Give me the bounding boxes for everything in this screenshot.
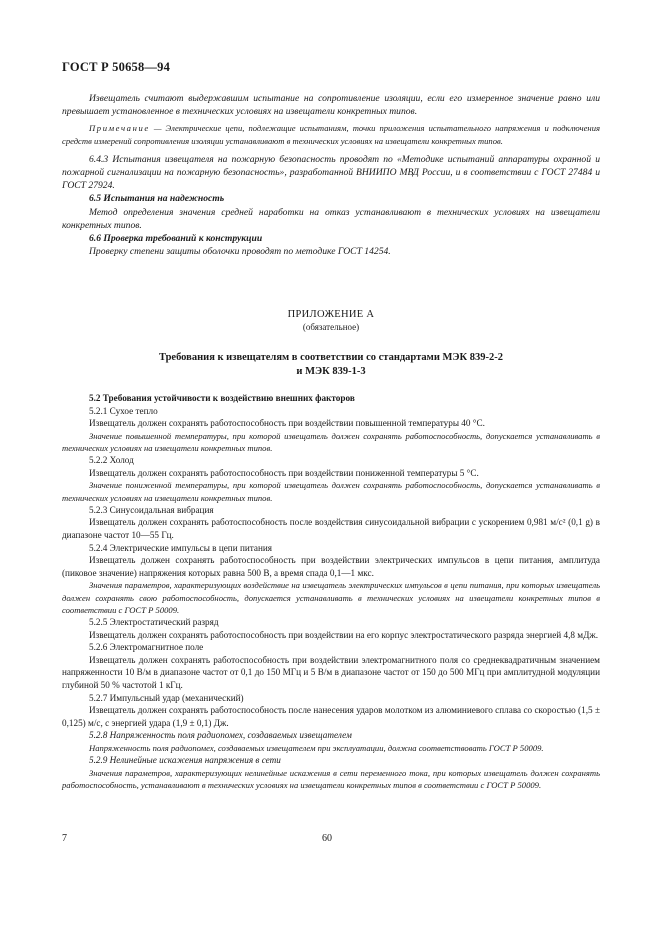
italic-5-2-9: Значения параметров, характеризующих нелинейные искажения в сети переменного тока, при которых извещатель должен сохранять работоспособность, устанавливают в технических условиях на извещатели конкретных типов в соответствии с ГОСТ Р 50009. [62, 767, 600, 790]
subheading-5-2-8: 5.2.8 Напряженность поля радиопомех, создаваемых извещателем [89, 730, 352, 741]
note-text: — Электрические цепи, подлежащие испытаниям, точки приложения испытательного напряжения и подключения средств измерений сопротивления изоляции устанавливают в технических условиях на извещатели конкретных типов. [62, 123, 600, 146]
text-5-2-3: Извещатель должен сохранять работоспособность после воздействия синусоидальной вибрации с ускорением 0,981 м/с² (0,1 g) в диапазоне частот 10—55 Гц. [62, 517, 600, 540]
subheading-5-2-7: 5.2.7 Импульсный удар (механический) [89, 692, 244, 703]
text-5-2-4: Извещатель должен сохранять работоспособность при воздействии электрических импульсов в цепи питания, амплитуда (пиковое значение) напряжения которых равна 500 В, а время спада 0,1—1 мкс. [62, 555, 600, 578]
italic-5-2-4: Значения параметров, характеризующих воздействие на извещатель электрических импульсов в цепи питания, при которых извещатель должен сохранять свою работоспособность, допускается устанавливать в технических условиях на извещатели конкретных типов в соответствии с ГОСТ Р 50009. [62, 580, 600, 615]
paragraph-insulation: Извещатель считают выдержавшим испытание на сопротивление изоляции, если его измеренное значение равно или превышает установленное в технических условиях на извещатели конкретных типов. [62, 93, 600, 118]
text-5-2-7: Извещатель должен сохранять работоспособность после нанесения ударов молотком из алюминиевого сплава со скоростью (1,5 ± 0,125) м/с, с энергией удара (1,9 ± 0,1) Дж. [62, 705, 600, 728]
italic-5-2-8: Напряженность поля радиопомех, создаваемых извещателем при эксплуатации, должна соответствовать ГОСТ Р 50009. [89, 742, 544, 753]
subheading-5-2-4: 5.2.4 Электрические импульсы в цепи питания [89, 542, 273, 553]
requirements-title-line2: и МЭК 839-1-3 [296, 366, 366, 377]
footer-left-number: 7 [62, 833, 67, 844]
subheading-5-2-1: 5.2.1 Сухое тепло [89, 405, 158, 416]
requirements-title-line1: Требования к извещателям в соответствии со стандартами МЭК 839-2-2 [158, 352, 504, 363]
standard-header: ГОСТ Р 50658—94 [62, 60, 171, 74]
appendix-title: ПРИЛОЖЕНИЕ А [287, 309, 375, 320]
subheading-5-2-3: 5.2.3 Синусоидальная вибрация [89, 504, 214, 515]
top-section [62, 92, 600, 258]
heading-6-6: 6.6 Проверка требований к конструкции [89, 233, 263, 245]
paragraph-6-4-3: 6.4.3 Испытания извещателя на пожарную безопасность проводят по «Методике испытаний аппаратуры охранной и пожарной сигнализации на пожарную безопасность», разработанной ВНИИПО МВД России, и в соответствии с ГОСТ 27484 и ГОСТ 27924. [62, 153, 600, 192]
text-5-2-6: Извещатель должен сохранять работоспособность при воздействии электромагнитного поля со среднеквадратичным значением напряженности 10 В/м в диапазоне частот от 0,1 до 150 МГц и 5 В/м в диапазоне частот от 150 до 500 МГц при амплитудной модуляции глубиной 50 % частотой 1 кГц. [62, 654, 600, 690]
heading-5-2: 5.2 Требования устойчивости к воздействию внешних факторов [89, 393, 355, 403]
subheading-5-2-5: 5.2.5 Электростатический разряд [89, 616, 219, 627]
paragraph-6-6: Проверку степени защиты оболочки проводят по методике ГОСТ 14254. [89, 246, 391, 258]
subheading-5-2-2: 5.2.2 Холод [89, 455, 134, 466]
italic-5-2-2: Значение пониженной температуры, при которой извещатель должен сохранять работоспособность, допускается устанавливать в технических условиях на извещатели конкретных типов. [62, 480, 600, 503]
note-label: Примечание [89, 123, 150, 134]
text-5-2-5: Извещатель должен сохранять работоспособность при воздействии на его корпус электростатического разряда энергией 4,8 мДж. [89, 629, 598, 640]
subheading-5-2-9: 5.2.9 Нелинейные искажения напряжения в сети [89, 755, 281, 766]
appendix-subtitle: (обязательное) [302, 322, 360, 332]
paragraph-6-5: Метод определения значения средней наработки на отказ устанавливают в технических условиях на извещатели конкретных типов. [62, 206, 600, 231]
page-number: 60 [322, 833, 332, 844]
heading-6-5: 6.5 Испытания на надежность [89, 193, 225, 205]
italic-5-2-1: Значение повышенной температуры, при которой извещатель должен сохранять работоспособность, допускается устанавливать в технических условиях на извещатели конкретных типов. [62, 430, 600, 453]
subheading-5-2-6: 5.2.6 Электромагнитное поле [89, 642, 204, 653]
text-5-2-1: Извещатель должен сохранять работоспособность при воздействии повышенной температуры 40 °С. [89, 418, 485, 429]
note-paragraph [62, 122, 600, 146]
appendix-body [62, 392, 600, 791]
text-5-2-2: Извещатель должен сохранять работоспособность при воздействии пониженной температуры 5 °С. [89, 467, 479, 478]
